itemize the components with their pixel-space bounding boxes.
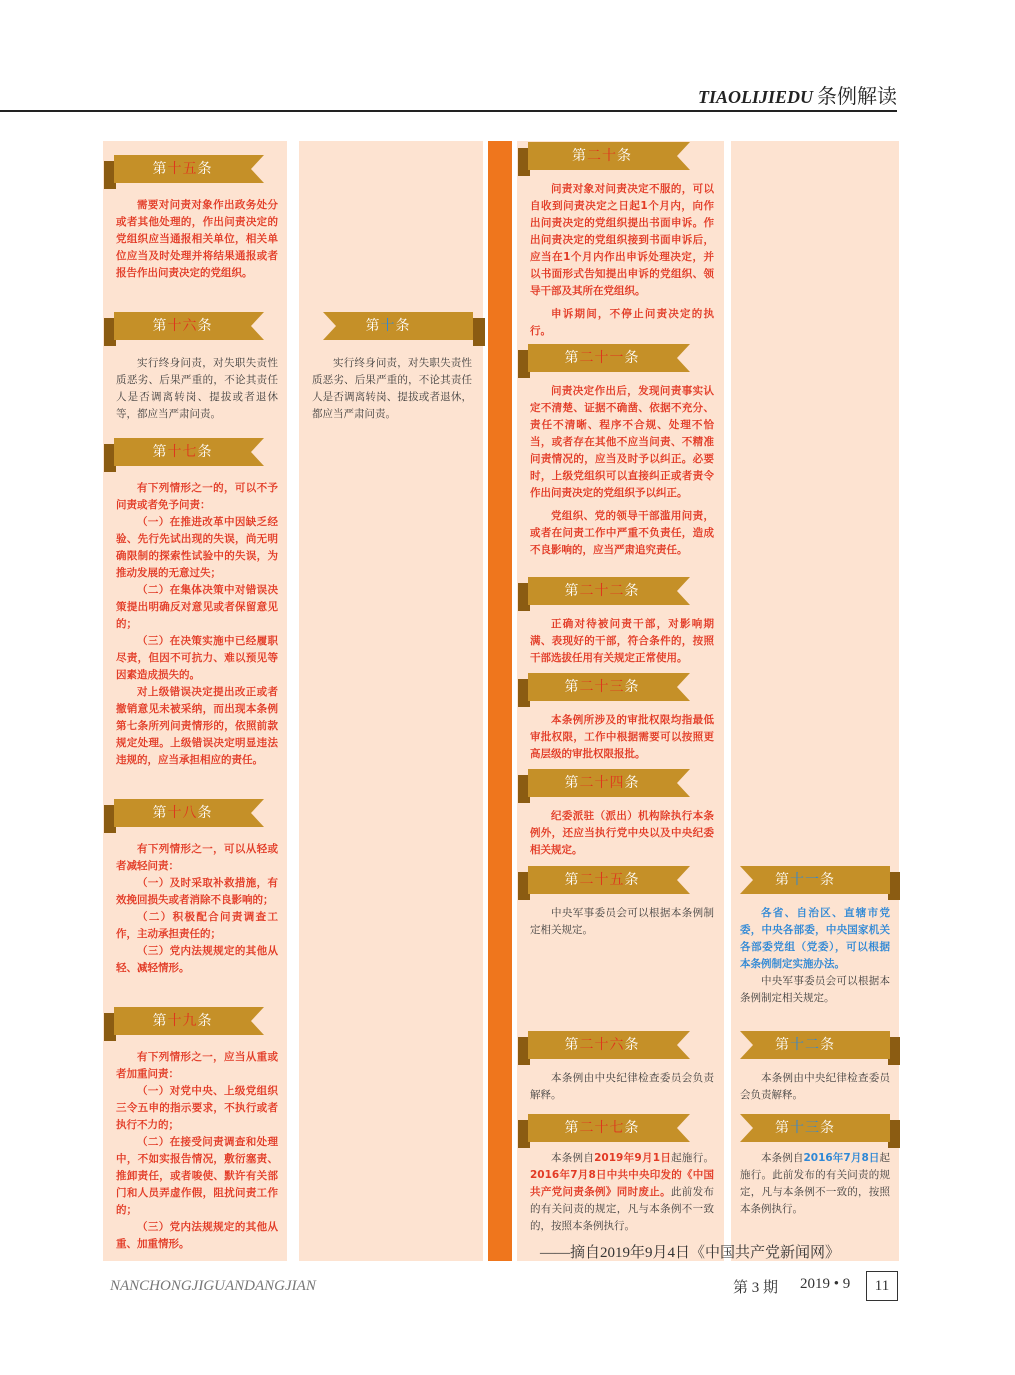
article-20-text: 问责对象对问责决定不服的，可以自收到问责决定之日起1个月内，向作出问责决定的党组织提出书面申诉。作出问责决定的党组织接到书面申诉后，应当在1个月内作出申诉处理决定，并以书面形式告知提出申诉的党组织、领导干部及其所在党组织。 申诉期间，不停止问责决定的执行。 <box>530 183 714 337</box>
article-27-banner: 第二十七条 <box>518 1114 690 1142</box>
article-20-banner: 第二十条 <box>518 142 690 170</box>
article-25-banner: 第二十五条 <box>518 866 690 894</box>
article-15-text: 需要对问责对象作出政务处分或者其他处理的，作出问责决定的党组织应当通报相关单位，相关单位应当及时处理并将结果通报或者报告作出问责决定的党组织。 <box>116 199 278 279</box>
article-12-text: 本条例由中央纪律检查委员会负责解释。 <box>740 1072 890 1101</box>
article-18-banner: 第十八条 <box>104 799 264 827</box>
article-16-banner: 第十六条 <box>104 312 264 340</box>
article-21-text: 问责决定作出后，发现问责事实认定不清楚、证据不确凿、依据不充分、责任不清晰、程序不合规、处理不恰当，或者存在其他不应当问责、不精准问责情况的，应当及时予以纠正。必要时，上级党组织可以直接纠正或者责令作出问责决定的党组织予以纠正。 党组织、党的领导干部滥用问责，或者在问责工作中严重不负责任，造成不良影响的，应当严肃追究责任。 <box>530 385 714 556</box>
article-24-banner: 第二十四条 <box>518 769 690 797</box>
article-16-text: 实行终身问责，对失职失责性质恶劣、后果严重的，不论其责任人是否调离转岗、提拔或者退休等，都应当严肃问责。 <box>116 357 278 420</box>
section-title-cn: 条例解读 <box>817 84 897 108</box>
source-citation: ——摘自2019年9月4日《中国共产党新闻网》 <box>540 1245 841 1261</box>
article-12-banner: 第十二条 <box>740 1031 900 1059</box>
publication-name: NANCHONGJIGUANDANGJIAN <box>110 1278 316 1294</box>
article-19-text: 有下列情形之一，应当从重或者加重问责： （一）对党中央、上级党组织三令五申的指示要求，不执行或者执行不力的； （二）在接受问责调查和处理中，不如实报告情况，敷衍塞责、推卸责任，或者唆使、默许有关部门和人员弄虚作假，阻扰问责工作的； （三）党内法规规定的其他从重、加重情形。 <box>116 1051 278 1250</box>
article-18-text: 有下列情形之一，可以从轻或者减轻问责： （一）及时采取补救措施，有效挽回损失或者消除不良影响的； （二）积极配合问责调查工作，主动承担责任的； （三）党内法规规定的其他从轻、减轻情形。 <box>116 843 278 974</box>
article-27-text: 本条例自2019年9月1日起施行。2016年7月8日中共中央印发的《中国共产党问责条例》同时废止。此前发布的有关问责的规定，凡与本条例不一致的，按照本条例执行。 <box>530 1152 714 1232</box>
article-17-text: 有下列情形之一的，可以不予问责或者免予问责： （一）在推进改革中因缺乏经验、先行先试出现的失误，尚无明确限制的探索性试验中的失误，为推动发展的无意过失； （二）在集体决策中对错误决策提出明确反对意见或者保留意见的； （三）在决策实施中已经履职尽责，但因不可抗力、难以预见等因素造成损失的。 对上级错误决定提出改正或者撤销意见未被采纳，而出现本条例第七条所列问责情形的，依照前款规定处理。上级错误决定明显违法违规的，应当承担相应的责任。 <box>116 482 278 766</box>
article-11-text: 各省、自治区、直辖市党委，中央各部委，中央国家机关各部委党组（党委），可以根据本条例制定实施办法。 中央军事委员会可以根据本条例制定相关规定。 <box>740 907 890 1004</box>
article-21-banner: 第二十一条 <box>518 344 690 372</box>
article-11-banner: 第十一条 <box>740 866 900 894</box>
article-23-banner: 第二十三条 <box>518 673 690 701</box>
article-19-banner: 第十九条 <box>104 1007 264 1035</box>
article-22-text: 正确对待被问责干部，对影响期满、表现好的干部，符合条件的，按照干部选拔任用有关规定正常使用。 <box>530 618 714 664</box>
article-13-banner: 第十三条 <box>740 1114 900 1142</box>
article-24-text: 纪委派驻（派出）机构除执行本条例外，还应当执行党中央以及中央纪委相关规定。 <box>530 810 714 856</box>
article-25-text: 中央军事委员会可以根据本条例制定相关规定。 <box>530 907 714 936</box>
issue-date: 2019 • 9 <box>800 1276 851 1292</box>
article-22-banner: 第二十二条 <box>518 577 690 605</box>
column-2-background <box>299 141 483 1261</box>
article-10-banner: 第十条 <box>323 312 485 340</box>
article-17-banner: 第十七条 <box>104 438 264 466</box>
article-26-banner: 第二十六条 <box>518 1031 690 1059</box>
article-10-text: 实行终身问责，对失职失责性质恶劣、后果严重的，不论其责任人是否调离转岗、提拔或者退休，都应当严肃问责。 <box>312 357 472 420</box>
header-rule <box>0 110 897 112</box>
section-title-en: TIAOLIJIEDU <box>697 87 813 107</box>
article-23-text: 本条例所涉及的审批权限均指最低审批权限，工作中根据需要可以按照更高层级的审批权限报批。 <box>530 714 714 760</box>
article-13-text: 本条例自2016年7月8日起施行。此前发布的有关问责的规定，凡与本条例不一致的，按照本条例执行。 <box>740 1152 890 1215</box>
article-15-banner: 第十五条 <box>104 155 264 183</box>
article-26-text: 本条例由中央纪律检查委员会负责解释。 <box>530 1072 714 1101</box>
issue-number: 第 3 期 <box>733 1280 779 1296</box>
section-title <box>698 80 897 109</box>
page-number: 11 <box>866 1271 898 1301</box>
divider-bar <box>488 141 512 1261</box>
